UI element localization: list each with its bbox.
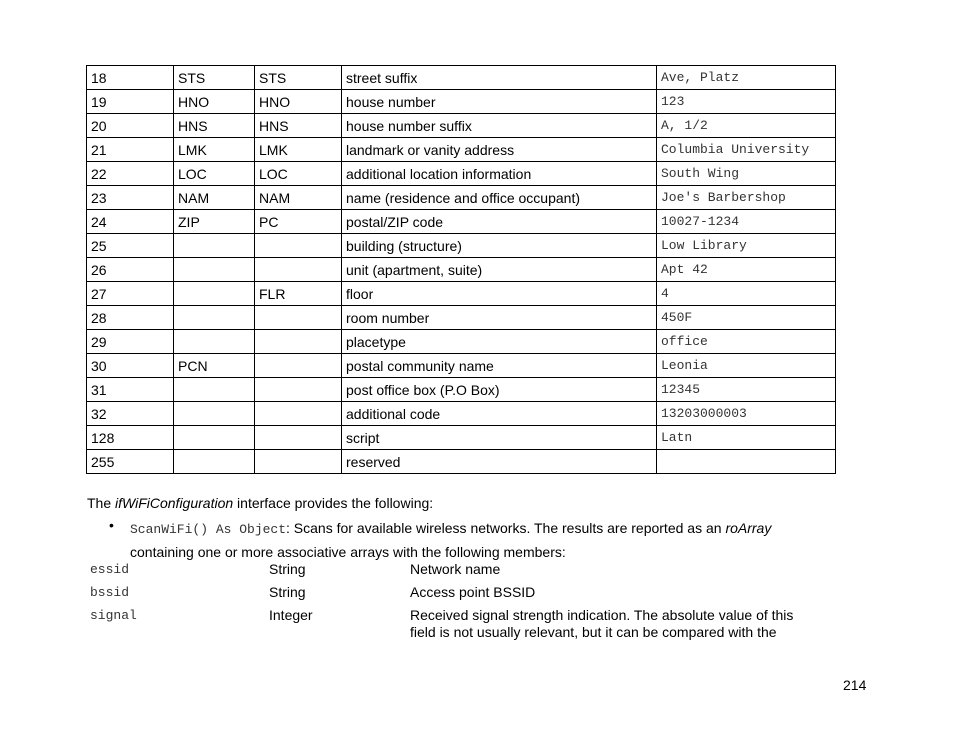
cell-example: 12345 [657, 378, 836, 402]
cell-code-b: STS [255, 66, 342, 90]
cell-code-b [255, 402, 342, 426]
cell-code-b [255, 306, 342, 330]
cell-code-a [174, 234, 255, 258]
cell-ca-type: 32 [87, 402, 174, 426]
table-row [87, 306, 836, 330]
cell-code-a [174, 450, 255, 474]
cell-code-b [255, 378, 342, 402]
cell-example: South Wing [657, 162, 836, 186]
cell-ca-type: 26 [87, 258, 174, 282]
cell-code-b [255, 426, 342, 450]
method-signature: ScanWiFi() As Object [130, 522, 287, 537]
member-name-signal: signal [90, 608, 137, 623]
cell-description: street suffix [342, 66, 657, 90]
cell-example: Apt 42 [657, 258, 836, 282]
page-number: 214 [843, 677, 867, 693]
table-row [87, 426, 836, 450]
cell-description: post office box (P.O Box) [342, 378, 657, 402]
table-row [87, 450, 836, 474]
cell-description: reserved [342, 450, 657, 474]
scanwifi-description: ScanWiFi() As Object: Scans for available wireless networks. The results are reported as an roArray containing one or more associative arrays with the following members: [130, 520, 772, 560]
cell-ca-type: 18 [87, 66, 174, 90]
cell-code-a: ZIP [174, 210, 255, 234]
cell-example: 123 [657, 90, 836, 114]
cell-code-a: STS [174, 66, 255, 90]
cell-code-b [255, 354, 342, 378]
table-row [87, 402, 836, 426]
roarray-term: roArray [725, 520, 772, 536]
member-desc-bssid: Access point BSSID [410, 584, 536, 600]
cell-ca-type: 25 [87, 234, 174, 258]
cell-code-a [174, 258, 255, 282]
cell-example: 10027-1234 [657, 210, 836, 234]
cell-ca-type: 128 [87, 426, 174, 450]
cell-ca-type: 30 [87, 354, 174, 378]
cell-example: Joe's Barbershop [657, 186, 836, 210]
cell-code-b: NAM [255, 186, 342, 210]
cell-ca-type: 22 [87, 162, 174, 186]
member-desc-signal: Received signal strength indication. The absolute value of this field is not usually relevant, but it can be compared with the [410, 607, 794, 640]
cell-example: 450F [657, 306, 836, 330]
cell-code-a [174, 306, 255, 330]
cell-ca-type: 31 [87, 378, 174, 402]
table-row [87, 162, 836, 186]
cell-example: Leonia [657, 354, 836, 378]
cell-code-b: HNO [255, 90, 342, 114]
table-row [87, 282, 836, 306]
location-fields-table [86, 65, 836, 474]
cell-example: 13203000003 [657, 402, 836, 426]
cell-ca-type: 28 [87, 306, 174, 330]
table-row [87, 186, 836, 210]
cell-ca-type: 23 [87, 186, 174, 210]
table-row [87, 90, 836, 114]
cell-code-a: HNS [174, 114, 255, 138]
cell-code-a [174, 378, 255, 402]
cell-code-b: FLR [255, 282, 342, 306]
cell-example: 4 [657, 282, 836, 306]
cell-code-b [255, 330, 342, 354]
intro-paragraph: The ifWiFiConfiguration interface provides the following: [87, 495, 434, 511]
member-type-signal: Integer [269, 607, 313, 623]
cell-code-a: PCN [174, 354, 255, 378]
cell-code-b: LOC [255, 162, 342, 186]
cell-ca-type: 19 [87, 90, 174, 114]
cell-ca-type: 24 [87, 210, 174, 234]
table-row [87, 378, 836, 402]
cell-code-b: PC [255, 210, 342, 234]
member-desc-essid: Network name [410, 561, 501, 577]
cell-description: placetype [342, 330, 657, 354]
cell-description: building (structure) [342, 234, 657, 258]
table-row [87, 330, 836, 354]
cell-ca-type: 255 [87, 450, 174, 474]
interface-name: ifWiFiConfiguration [115, 495, 234, 511]
table-row [87, 114, 836, 138]
cell-code-b: LMK [255, 138, 342, 162]
cell-code-b: HNS [255, 114, 342, 138]
bullet-symbol: • [109, 517, 114, 533]
cell-description: landmark or vanity address [342, 138, 657, 162]
cell-ca-type: 27 [87, 282, 174, 306]
cell-description: house number suffix [342, 114, 657, 138]
cell-example: Latn [657, 426, 836, 450]
cell-description: additional code [342, 402, 657, 426]
cell-description: postal/ZIP code [342, 210, 657, 234]
member-name-bssid: bssid [90, 585, 130, 600]
cell-description: room number [342, 306, 657, 330]
table-row [87, 138, 836, 162]
member-type-essid: String [269, 561, 306, 577]
cell-code-a [174, 402, 255, 426]
cell-description: postal community name [342, 354, 657, 378]
cell-example: Columbia University [657, 138, 836, 162]
member-type-bssid: String [269, 584, 306, 600]
cell-description: house number [342, 90, 657, 114]
cell-ca-type: 20 [87, 114, 174, 138]
cell-code-a: LOC [174, 162, 255, 186]
table-row [87, 258, 836, 282]
table-row [87, 234, 836, 258]
member-name-essid: essid [90, 562, 130, 577]
table-row [87, 354, 836, 378]
cell-description: script [342, 426, 657, 450]
cell-code-a [174, 282, 255, 306]
cell-example: A, 1/2 [657, 114, 836, 138]
cell-description: floor [342, 282, 657, 306]
cell-description: unit (apartment, suite) [342, 258, 657, 282]
cell-ca-type: 21 [87, 138, 174, 162]
cell-code-a: LMK [174, 138, 255, 162]
cell-code-a: HNO [174, 90, 255, 114]
cell-description: name (residence and office occupant) [342, 186, 657, 210]
cell-example [657, 450, 836, 474]
table-row [87, 210, 836, 234]
cell-example: office [657, 330, 836, 354]
cell-code-a [174, 330, 255, 354]
cell-ca-type: 29 [87, 330, 174, 354]
cell-code-a [174, 426, 255, 450]
cell-code-b [255, 234, 342, 258]
cell-description: additional location information [342, 162, 657, 186]
cell-code-b [255, 450, 342, 474]
cell-example: Low Library [657, 234, 836, 258]
cell-example: Ave, Platz [657, 66, 836, 90]
cell-code-b [255, 258, 342, 282]
table-row [87, 66, 836, 90]
cell-code-a: NAM [174, 186, 255, 210]
